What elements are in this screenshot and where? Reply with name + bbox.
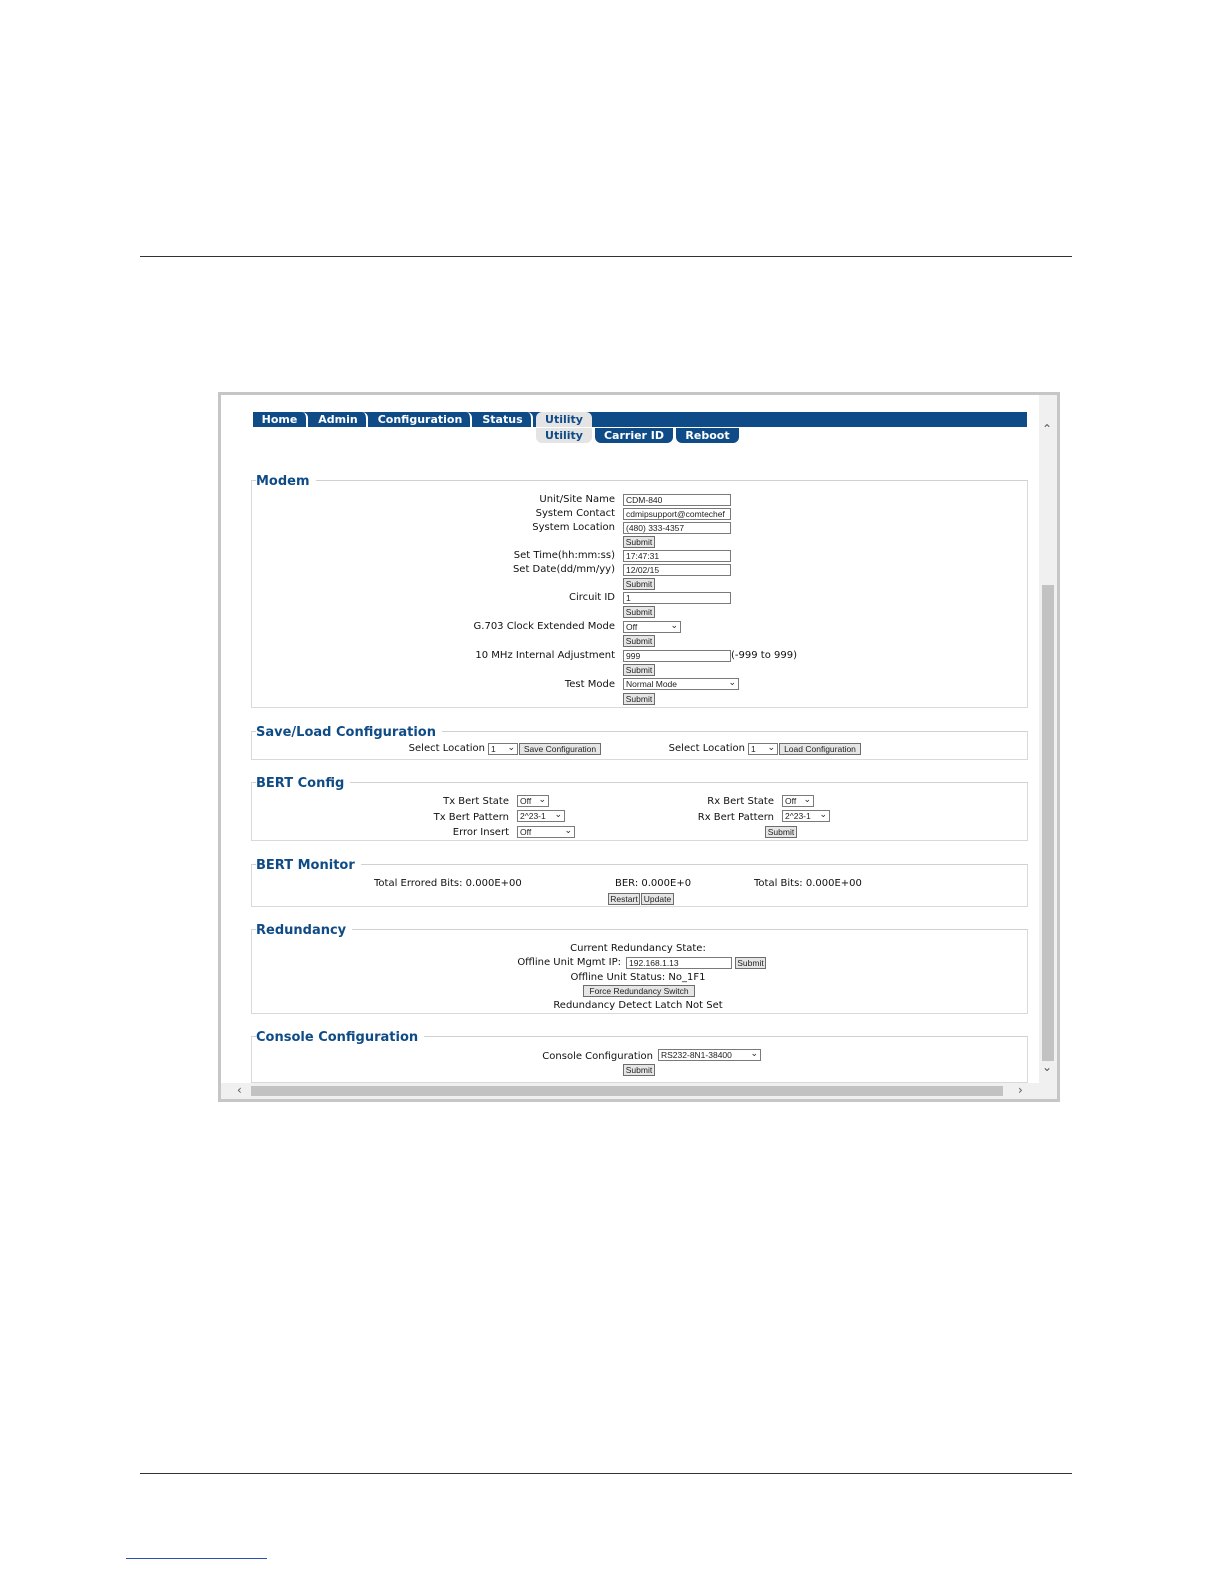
restart-button[interactable]: Restart	[608, 893, 640, 905]
tab-home[interactable]: Home	[253, 412, 308, 427]
set-date-input[interactable]: 12/02/15	[623, 564, 731, 576]
submit-button-time[interactable]: Submit	[623, 578, 655, 590]
vertical-scrollbar[interactable]	[1039, 395, 1057, 1083]
tx-bert-pattern-label: Tx Bert Pattern	[433, 812, 509, 823]
tab-utility[interactable]: Utility	[536, 412, 592, 427]
load-location-select[interactable]	[748, 743, 778, 755]
vertical-scroll-thumb[interactable]	[1042, 585, 1054, 1061]
test-mode-select[interactable]	[623, 678, 739, 690]
offline-ip-input[interactable]: 192.168.1.13	[626, 957, 732, 969]
tx-bert-state-label: Tx Bert State	[443, 796, 509, 807]
bert-config-fieldset	[251, 782, 1028, 841]
load-select-location-label: Select Location	[668, 743, 745, 754]
submit-button-g703[interactable]: Submit	[623, 635, 655, 647]
save-load-legend: Save/Load Configuration	[256, 725, 442, 741]
tx-bert-pattern-value: 2^23-1	[520, 811, 546, 821]
rx-bert-state-value: Off	[785, 796, 797, 806]
rx-bert-pattern-value: 2^23-1	[785, 811, 811, 821]
g703-clock-select[interactable]	[623, 621, 681, 633]
horizontal-scrollbar[interactable]	[221, 1083, 1039, 1099]
system-contact-input[interactable]: cdmipsupport@comtechef	[623, 508, 731, 520]
unit-site-name-label: Unit/Site Name	[539, 494, 615, 505]
console-configuration-select[interactable]	[658, 1049, 761, 1061]
console-configuration-label: Console Configuration	[542, 1051, 653, 1062]
rx-bert-pattern-select[interactable]	[782, 810, 830, 822]
system-location-input[interactable]: (480) 333-4357	[623, 522, 731, 534]
header-rule	[140, 256, 1072, 257]
submit-button-circuit[interactable]: Submit	[623, 606, 655, 618]
save-location-select[interactable]	[488, 743, 518, 755]
save-location-value: 1	[491, 744, 496, 754]
chevron-down-icon: ⌄	[750, 1049, 758, 1058]
scroll-left-icon[interactable]: ‹	[237, 1083, 242, 1097]
ber-value: BER: 0.000E+0	[615, 878, 692, 889]
total-errored-bits: Total Errored Bits: 0.000E+00	[374, 878, 522, 889]
error-insert-select[interactable]	[517, 826, 575, 838]
chevron-down-icon: ⌄	[554, 810, 562, 819]
chevron-down-icon: ⌄	[670, 621, 678, 630]
offline-ip-label: Offline Unit Mgmt IP:	[517, 957, 621, 968]
tab-status[interactable]: Status	[474, 412, 533, 427]
error-insert-label: Error Insert	[452, 827, 509, 838]
load-configuration-button[interactable]: Load Configuration	[779, 743, 861, 755]
chevron-down-icon: ⌄	[538, 795, 546, 804]
error-insert-value: Off	[520, 827, 532, 837]
browser-viewport	[221, 395, 1039, 1083]
test-mode-value: Normal Mode	[626, 679, 678, 689]
offline-ip-submit-button[interactable]: Submit	[735, 957, 766, 969]
subtab-utility[interactable]: Utility	[536, 428, 592, 443]
submit-button-site[interactable]: Submit	[623, 536, 655, 548]
mhz-adjust-input[interactable]: 999	[623, 650, 731, 662]
rx-bert-pattern-label: Rx Bert Pattern	[697, 812, 774, 823]
tab-admin[interactable]: Admin	[310, 412, 368, 427]
tab-configuration[interactable]: Configuration	[370, 412, 472, 427]
update-button[interactable]: Update	[641, 893, 674, 905]
chevron-down-icon: ⌄	[767, 743, 775, 752]
chevron-down-icon: ⌄	[507, 743, 515, 752]
mhz-adjust-label: 10 MHz Internal Adjustment	[475, 650, 615, 661]
scroll-right-icon[interactable]: ›	[1018, 1083, 1023, 1097]
g703-clock-value: Off	[626, 622, 638, 632]
circuit-id-label: Circuit ID	[568, 592, 615, 603]
set-time-input[interactable]: 17:47:31	[623, 550, 731, 562]
submit-button-mhz[interactable]: Submit	[623, 664, 655, 676]
submit-button-test-mode[interactable]: Submit	[623, 693, 655, 705]
horizontal-scroll-thumb[interactable]	[251, 1086, 1003, 1096]
footer-rule	[140, 1473, 1072, 1474]
save-select-location-label: Select Location	[408, 743, 485, 754]
rx-bert-state-label: Rx Bert State	[707, 796, 774, 807]
chevron-down-icon: ⌄	[803, 795, 811, 804]
tx-bert-pattern-select[interactable]	[517, 810, 565, 822]
rx-bert-state-select[interactable]	[782, 795, 814, 807]
bert-config-legend: BERT Config	[256, 776, 350, 792]
set-time-label: Set Time(hh:mm:ss)	[513, 550, 615, 561]
chevron-down-icon: ⌄	[819, 810, 827, 819]
subtab-carrier-id[interactable]: Carrier ID	[595, 428, 673, 443]
set-date-label: Set Date(dd/mm/yy)	[512, 564, 615, 575]
redundancy-latch-status: Redundancy Detect Latch Not Set	[553, 1000, 723, 1011]
system-location-label: System Location	[532, 522, 615, 533]
tx-bert-state-select[interactable]	[517, 795, 549, 807]
modem-legend: Modem	[256, 474, 316, 490]
bert-monitor-legend: BERT Monitor	[256, 858, 361, 874]
mhz-adjust-range: (-999 to 999)	[731, 650, 797, 661]
scrollbar-corner	[1039, 1083, 1057, 1099]
redundancy-legend: Redundancy	[256, 923, 352, 939]
test-mode-label: Test Mode	[564, 679, 615, 690]
circuit-id-input[interactable]: 1	[623, 592, 731, 604]
offline-unit-status: Offline Unit Status: No_1F1	[570, 972, 706, 983]
console-legend: Console Configuration	[256, 1030, 424, 1046]
save-configuration-button[interactable]: Save Configuration	[519, 743, 601, 755]
console-configuration-value: RS232-8N1-38400	[661, 1050, 732, 1060]
scroll-down-icon[interactable]: ⌄	[1042, 1060, 1053, 1074]
system-contact-label: System Contact	[535, 508, 615, 519]
screenshot-frame	[218, 392, 1060, 1102]
bert-config-submit-button[interactable]: Submit	[765, 826, 797, 838]
force-redundancy-switch-button[interactable]: Force Redundancy Switch	[583, 985, 695, 997]
unit-site-name-input[interactable]: CDM-840	[623, 494, 731, 506]
tx-bert-state-value: Off	[520, 796, 532, 806]
chevron-down-icon: ⌄	[728, 678, 736, 687]
footer-link-underline	[126, 1558, 267, 1559]
scroll-up-icon[interactable]: ⌃	[1042, 422, 1053, 436]
load-location-value: 1	[751, 744, 756, 754]
subtab-reboot[interactable]: Reboot	[676, 428, 739, 443]
console-submit-button[interactable]: Submit	[623, 1064, 655, 1076]
total-bits: Total Bits: 0.000E+00	[754, 878, 862, 889]
current-redundancy-state: Current Redundancy State:	[570, 943, 706, 954]
g703-clock-label: G.703 Clock Extended Mode	[473, 621, 615, 632]
chevron-down-icon: ⌄	[564, 826, 572, 835]
